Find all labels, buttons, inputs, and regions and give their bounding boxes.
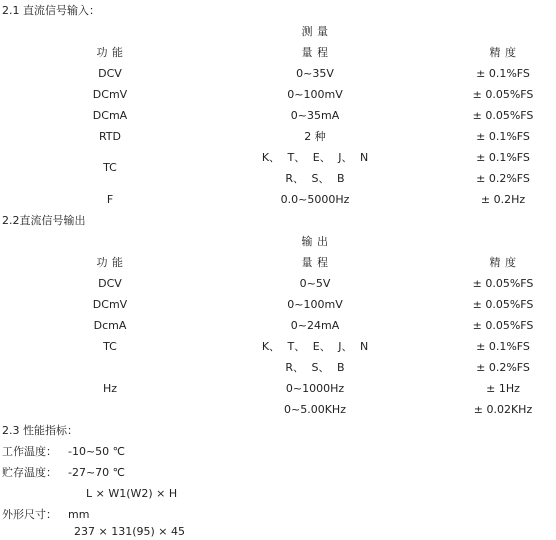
table-row xyxy=(0,189,556,210)
dimensions-row xyxy=(0,504,556,525)
section-2-2-title: 2.2直流信号输出 xyxy=(2,214,86,227)
table-row xyxy=(0,294,556,315)
storage-temp-label: 贮存温度： xyxy=(2,466,57,479)
table-row-tc xyxy=(0,147,556,189)
table-row xyxy=(0,105,556,126)
row-accuracy: ± 0.05%FS xyxy=(472,298,534,311)
row-function: TC xyxy=(103,161,117,174)
dimension-formula-row xyxy=(0,483,556,504)
row-accuracy-line-1: ± 1Hz xyxy=(486,382,520,395)
row-accuracy-line-2: ± 0.02KHz xyxy=(473,403,533,416)
table-row-tc xyxy=(0,336,556,378)
row-accuracy: ± 0.1%FS xyxy=(476,130,530,143)
row-range: 0~5V xyxy=(299,277,331,290)
row-range-line-1: K、 T、 E、 J、 N xyxy=(261,151,369,164)
section-2-1-title: 2.1 直流信号输入： xyxy=(2,4,100,17)
row-accuracy: ± 0.05%FS xyxy=(472,277,534,290)
table-row xyxy=(0,63,556,84)
dimensions-label: 外形尺寸： xyxy=(2,508,57,521)
storage-temp-value: -27~70 ℃ xyxy=(68,466,126,479)
row-accuracy: ± 0.2Hz xyxy=(480,193,526,206)
dimensions-value-row xyxy=(0,524,556,540)
table-row xyxy=(0,273,556,294)
row-function: DCV xyxy=(98,67,122,80)
row-accuracy-line-2: ± 0.2%FS xyxy=(476,361,530,374)
row-range-line-2: R、 S、 B xyxy=(285,172,345,185)
header-function: 功 能 xyxy=(96,256,124,269)
row-function: DCmV xyxy=(92,298,128,311)
storage-temp-row xyxy=(0,462,556,483)
row-range: 0~35mA xyxy=(290,109,340,122)
row-function: DCV xyxy=(98,277,122,290)
row-function: TC xyxy=(103,340,117,353)
dimension-formula: L × W1(W2) × H xyxy=(86,487,178,500)
row-function: RTD xyxy=(98,130,122,143)
row-function: DCmA xyxy=(92,109,128,122)
row-range-line-2: R、 S、 B xyxy=(285,361,345,374)
row-range: 0~35V xyxy=(296,67,334,80)
header-accuracy: 精 度 xyxy=(489,46,517,59)
row-range-line-1: K、 T、 E、 J、 N xyxy=(261,340,369,353)
header-range: 量 程 xyxy=(301,256,329,269)
header-accuracy: 精 度 xyxy=(489,256,517,269)
header-range: 量 程 xyxy=(301,46,329,59)
row-range-line-2: 0~5.00KHz xyxy=(284,403,346,416)
row-range-line-1: 0~1000Hz xyxy=(285,382,345,395)
operating-temp-label: 工作温度： xyxy=(2,445,57,458)
operating-temp-row xyxy=(0,441,556,462)
group-header-output: 输 出 xyxy=(301,235,329,248)
row-range: 0~100mV xyxy=(287,88,343,101)
row-range: 0.0~5000Hz xyxy=(280,193,350,206)
header-function: 功 能 xyxy=(96,46,124,59)
dimensions-unit: mm xyxy=(68,508,90,521)
row-accuracy-line-1: ± 0.1%FS xyxy=(476,340,530,353)
group-header-measure: 测 量 xyxy=(301,25,329,38)
operating-temp-value: -10~50 ℃ xyxy=(68,445,126,458)
row-accuracy: ± 0.1%FS xyxy=(476,67,530,80)
group-header-row xyxy=(0,231,556,252)
row-function: DCmV xyxy=(92,88,128,101)
row-function: DcmA xyxy=(93,319,127,332)
row-function: F xyxy=(106,193,114,206)
row-range: 2 种 xyxy=(304,130,326,143)
table-header-row xyxy=(0,42,556,63)
row-accuracy: ± 0.05%FS xyxy=(472,109,534,122)
row-accuracy-line-1: ± 0.1%FS xyxy=(476,151,530,164)
table-row xyxy=(0,126,556,147)
group-header-row xyxy=(0,21,556,42)
row-accuracy: ± 0.05%FS xyxy=(472,319,534,332)
table-header-row xyxy=(0,252,556,273)
table-row-hz xyxy=(0,378,556,420)
row-function: Hz xyxy=(102,382,118,395)
row-accuracy: ± 0.05%FS xyxy=(472,88,534,101)
row-range: 0~100mV xyxy=(287,298,343,311)
row-accuracy-line-2: ± 0.2%FS xyxy=(476,172,530,185)
table-row xyxy=(0,84,556,105)
section-2-3-title: 2.3 性能指标： xyxy=(2,424,78,437)
dimensions-value: 237 × 131(95) × 45 xyxy=(74,525,185,538)
table-row xyxy=(0,315,556,336)
row-range: 0~24mA xyxy=(290,319,340,332)
